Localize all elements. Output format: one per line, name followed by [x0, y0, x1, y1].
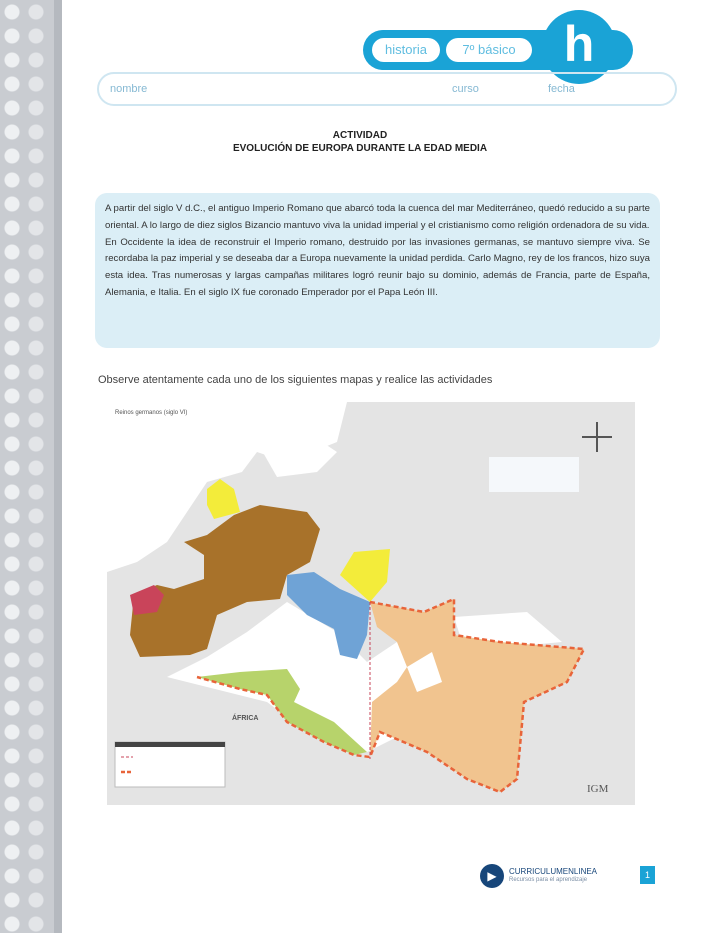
publisher-logo: IGM	[587, 783, 609, 795]
map-europe-germanic-kingdoms	[107, 402, 635, 805]
africa-label: ÁFRICA	[232, 715, 259, 722]
map-legend	[115, 742, 225, 787]
inset-map	[489, 457, 579, 492]
footer-brand[interactable]	[480, 864, 597, 888]
subject-badge: h	[542, 10, 616, 84]
student-info-bar	[97, 72, 677, 106]
page-number: 1	[640, 866, 655, 884]
legend-header	[115, 742, 225, 747]
brand-subtitle: Recursos para el aprendizaje	[509, 877, 588, 883]
course-field-label[interactable]: curso	[452, 83, 479, 95]
intro-paragraph: A partir del siglo V d.C., el antiguo Imperio Romano que abarcó toda la cuenca del mar Mediterráneo, quedó reducido a su parte oriental. A lo largo de diez siglos Bizancio mantuvo viva la unidad imperial y el cristianismo como religión ordenadora de su vida.	[105, 203, 650, 231]
intro-box	[95, 193, 660, 348]
name-field-label[interactable]: nombre	[110, 83, 148, 95]
brand-text	[509, 867, 597, 885]
intro-paragraph: En Occidente la idea de reconstruir el Imperio romano, destruido por las invasiones germanas, se mantuvo siempre viva. Se recordaba la paz imperial y se deseaba dar a Europa nuevamente la unidad perdida. Carlo Magno, rey de los francos, hizo suya esta idea. Tras numerosas y largas campañas militares logró reunir bajo su dominio, además de Francia, parte de España, Alemania, e Italia. En el siglo IX fue coronado Emperador por el Papa León III.	[105, 236, 650, 298]
play-logo-icon: ▶	[480, 864, 504, 888]
date-field-label[interactable]: fecha	[548, 83, 575, 95]
map-title: Reinos germanos (siglo VI)	[115, 410, 188, 416]
instruction-text: Observe atentamente cada uno de los siguientes mapas y realice las actividades	[98, 374, 493, 386]
page-title: EVOLUCIÓN DE EUROPA DURANTE LA EDAD MEDIA	[232, 143, 488, 154]
grade-tag: 7º básico	[446, 38, 532, 62]
activity-label: ACTIVIDAD	[332, 130, 388, 141]
brand-name: CURRICULUMENLINEA	[509, 867, 598, 876]
subject-tag: historia	[372, 38, 440, 62]
